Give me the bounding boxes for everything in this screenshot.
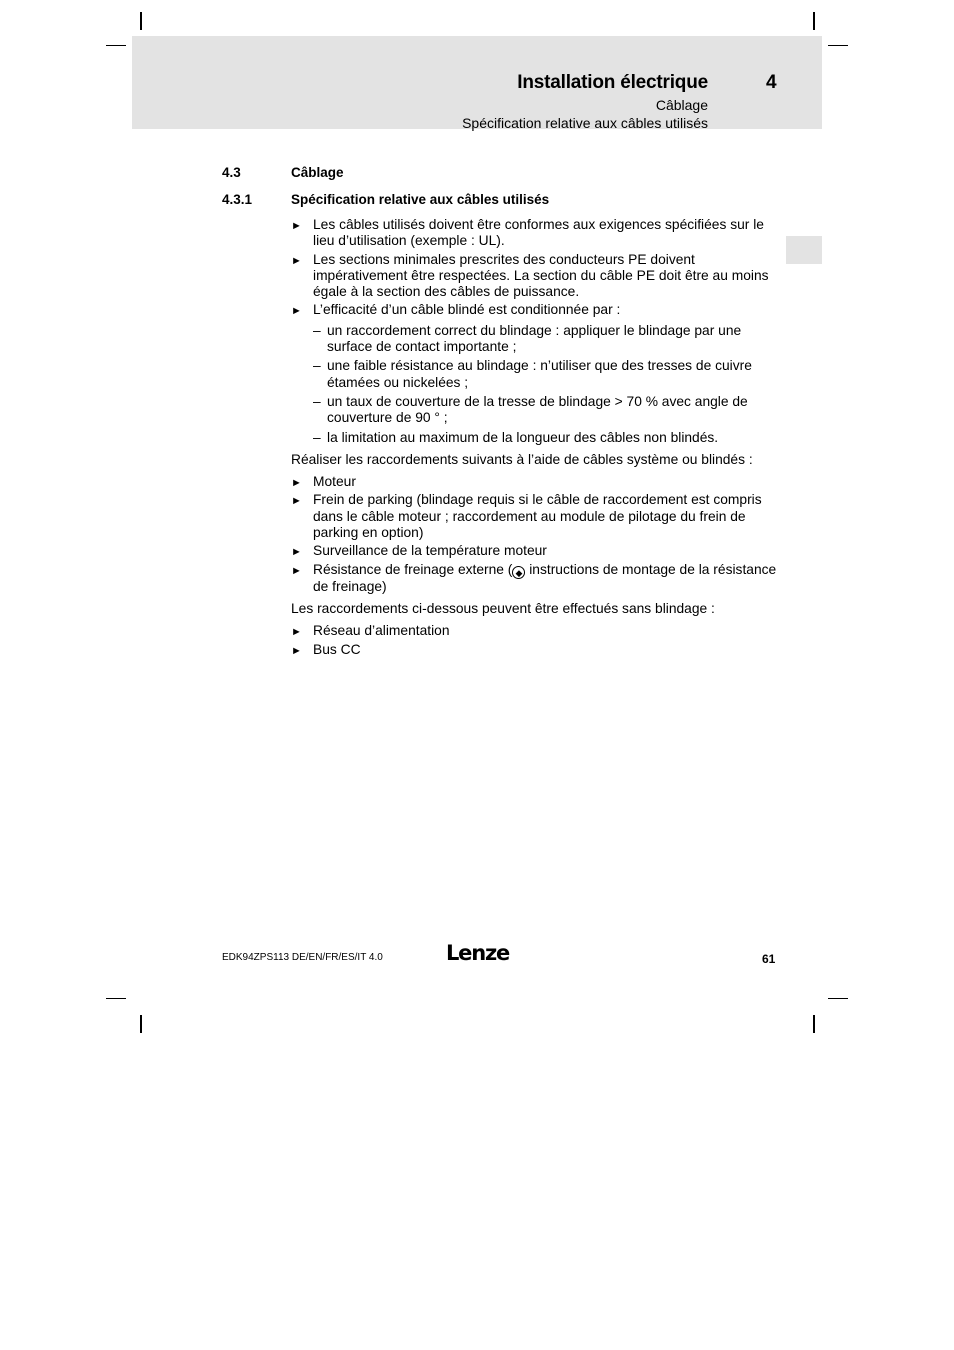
triangle-right-icon: ► bbox=[291, 626, 302, 639]
header-subtitle: Câblage bbox=[655, 97, 708, 113]
chapter-tab bbox=[786, 236, 822, 264]
dash-icon: – bbox=[313, 393, 321, 409]
crop-mark bbox=[106, 45, 126, 46]
crop-mark bbox=[828, 998, 848, 999]
body-content bbox=[291, 217, 783, 660]
triangle-right-icon: ► bbox=[291, 644, 302, 657]
list-item: ► L’efficacité d’un câble blindé est conditionnée par : – un raccordement correct du blindage : appliquer le blindage par une surface de contact importante ; – une faible résistance au blindage : n’utiliser que des tresses de cuivre étamées ou nickelées ; – un taux de couverture de la tresse de blindage > 70 % avec angle de couverture de 90 ° ; – la limitation au maximum de la longueur des câbles non blindés. bbox=[291, 302, 783, 445]
list-item: ► Les sections minimales prescrites des conducteurs PE doivent impérativement être respectées. La section du câble PE doit être au moins égale à la section des câbles de puissance. bbox=[291, 251, 769, 300]
section-number: 4.3 bbox=[222, 165, 241, 180]
subsection-number: 4.3.1 bbox=[222, 192, 253, 207]
list-item: – une faible résistance au blindage : n’utiliser que des tresses de cuivre étamées ou nickelées ; bbox=[313, 358, 752, 390]
list-item: ► Réseau d’alimentation bbox=[291, 623, 783, 639]
subsection-title: Spécification relative aux câbles utilisés bbox=[291, 192, 550, 207]
paragraph: Réaliser les raccordements suivants à l’aide de câbles système ou blindés : bbox=[291, 451, 753, 467]
triangle-right-icon: ► bbox=[291, 495, 302, 508]
list-item: ► Frein de parking (blindage requis si le câble de raccordement est compris dans le câble moteur ; raccordement au module de pilotage du frein de parking en option) bbox=[291, 492, 762, 541]
list-item: – un taux de couverture de la tresse de blindage > 70 % avec angle de couverture de 90 ° ; bbox=[313, 393, 748, 426]
list-item: ► Bus CC bbox=[291, 642, 783, 658]
lenze-logo: Lenze bbox=[446, 941, 510, 965]
crop-mark bbox=[813, 12, 815, 30]
list-item: ► Surveillance de la température moteur bbox=[291, 543, 783, 559]
triangle-right-icon: ► bbox=[291, 254, 302, 267]
shielding-conditions-list bbox=[313, 323, 783, 446]
shielded-connections-list bbox=[291, 474, 783, 595]
list-item: ► Moteur bbox=[291, 474, 783, 490]
document-id: EDK94ZPS113 DE/EN/FR/ES/IT 4.0 bbox=[222, 952, 383, 963]
dash-icon: – bbox=[313, 358, 321, 374]
dash-icon: – bbox=[313, 322, 321, 338]
header-title: Installation électrique bbox=[517, 72, 708, 93]
crop-mark bbox=[106, 998, 126, 999]
triangle-right-icon: ► bbox=[291, 220, 302, 232]
crop-mark bbox=[140, 12, 142, 30]
reference-book-icon: ◆ bbox=[512, 566, 525, 579]
list-item: – la limitation au maximum de la longueur des câbles non blindés. bbox=[313, 429, 719, 445]
cable-requirements-list bbox=[291, 217, 783, 446]
list-item: – un raccordement correct du blindage : appliquer le blindage par une surface de contact importante ; bbox=[313, 322, 742, 355]
unshielded-connections-list bbox=[291, 623, 783, 658]
section-title: Câblage bbox=[291, 165, 344, 180]
crop-mark bbox=[828, 45, 848, 46]
triangle-right-icon: ► bbox=[291, 305, 302, 318]
crop-mark bbox=[813, 1015, 815, 1033]
paragraph: Les raccordements ci-dessous peuvent être effectués sans blindage : bbox=[291, 600, 715, 616]
page-number: 61 bbox=[762, 952, 776, 966]
triangle-right-icon: ► bbox=[291, 477, 302, 490]
crop-mark bbox=[140, 1015, 142, 1033]
triangle-right-icon: ► bbox=[291, 546, 302, 559]
list-item: ► Résistance de freinage externe ( ◆ instructions de montage de la résistance de freinage) bbox=[291, 561, 777, 594]
dash-icon: – bbox=[313, 429, 321, 445]
list-item: ► Les câbles utilisés doivent être conformes aux exigences spécifiées sur le lieu d’utilisation (exemple : UL). bbox=[291, 217, 764, 249]
header-subtitle-2: Spécification relative aux câbles utilisés bbox=[462, 115, 708, 131]
chapter-number: 4 bbox=[766, 72, 777, 93]
triangle-right-icon: ► bbox=[291, 564, 302, 577]
